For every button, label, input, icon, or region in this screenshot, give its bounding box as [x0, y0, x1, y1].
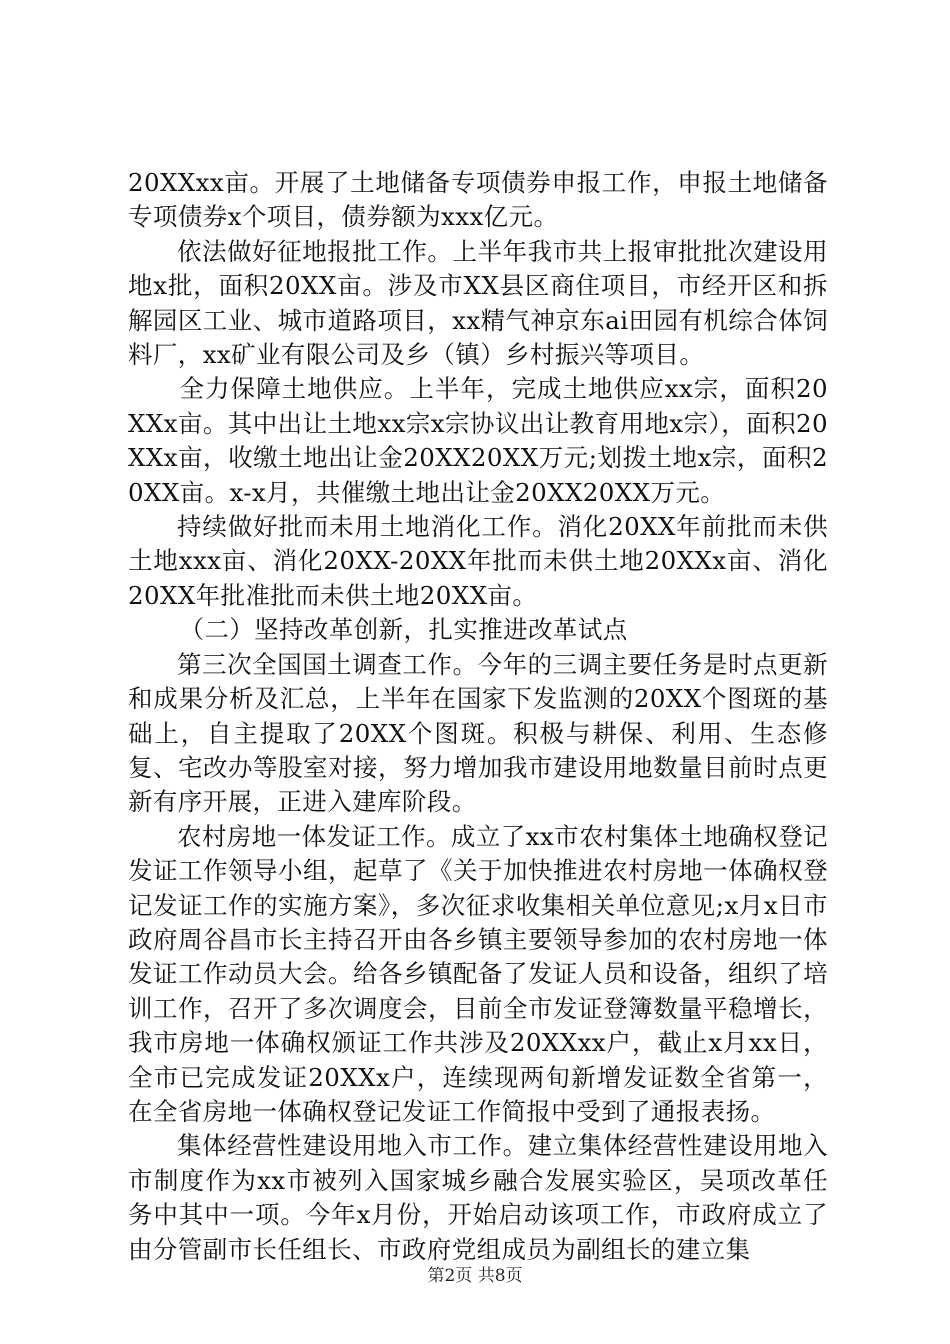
section-heading-reform: （二）坚持改革创新，扎实推进改革试点 — [179, 615, 628, 645]
paragraph-idle-land: 持续做好批而未用土地消化工作。消化20XX年前批而未供土地xxx亩、消化20XX-20XX年批而未供土地20XXx亩、消化20XX年批准批而未供土地20XX亩。 — [128, 512, 828, 610]
paragraph-land-approval: 依法做好征地报批工作。上半年我市共上报审批批次建设用地x批，面积20XX亩。涉及市XX县区商住项目，市经开区和拆解园区工业、城市道路项目，xx精气神京东ai田园有机综合体饲料厂，xx矿业有限公司及乡（镇）乡村振兴等项目。 — [128, 236, 828, 370]
paragraph-rural-certification: 农村房地一体发证工作。成立了xx市农村集体土地确权登记发证工作领导小组，起草了《关于加快推进农村房地一体确权登记发证工作的实施方案》，多次征求收集相关单位意见;x月x日市政府周谷昌市长主持召开由各乡镇主要领导参加的农村房地一体发证工作动员大会。给各乡镇配备了发证人员和设备，组织了培训工作，召开了多次调度会，目前全市发证登簿数量平稳增长，我市房地一体确权颁证工作共涉及20XXxx户，截止x月xx日，全市已完成发证20XXx户，连续现两旬新增发证数全省第一，在全省房地一体确权登记发证工作简报中受到了通报表扬。 — [128, 821, 828, 1126]
paragraph-collective-land-market: 集体经营性建设用地入市工作。建立集体经营性建设用地入市制度作为xx市被列入国家城乡融合发展实验区，吴项改革任务中其中一项。今年x月份，开始启动该项工作，市政府成立了由分管副市长任组长、市政府党组成员为副组长的建立集 — [128, 1131, 828, 1264]
paragraph-land-survey: 第三次全国国土调查工作。今年的三调主要任务是时点更新和成果分析及汇总，上半年在国家下发监测的20XX个图斑的基础上，自主提取了20XX个图斑。积极与耕保、利用、生态修复、宅改办等股室对接，努力增加我市建设用地数量目前时点更新有序开展，正进入建库阶段。 — [128, 649, 828, 817]
page-footer: 第2页 共8页 — [427, 1266, 523, 1286]
paragraph-continuation: 20XXxx亩。开展了土地储备专项债券申报工作，申报土地储备专项债券x个项目，债券额为xxx亿元。 — [128, 168, 828, 232]
paragraph-land-supply: 全力保障土地供应。上半年，完成土地供应xx宗，面积20XXx亩。其中出让土地xx宗x宗协议出让教育用地x宗），面积20XXx亩，收缴土地出让金20XX20XX万元;划拨土地x宗，面积20XX亩。x-x月，共催缴土地出让金20XX20XX万元。 — [128, 374, 828, 507]
document-body — [128, 166, 828, 1267]
